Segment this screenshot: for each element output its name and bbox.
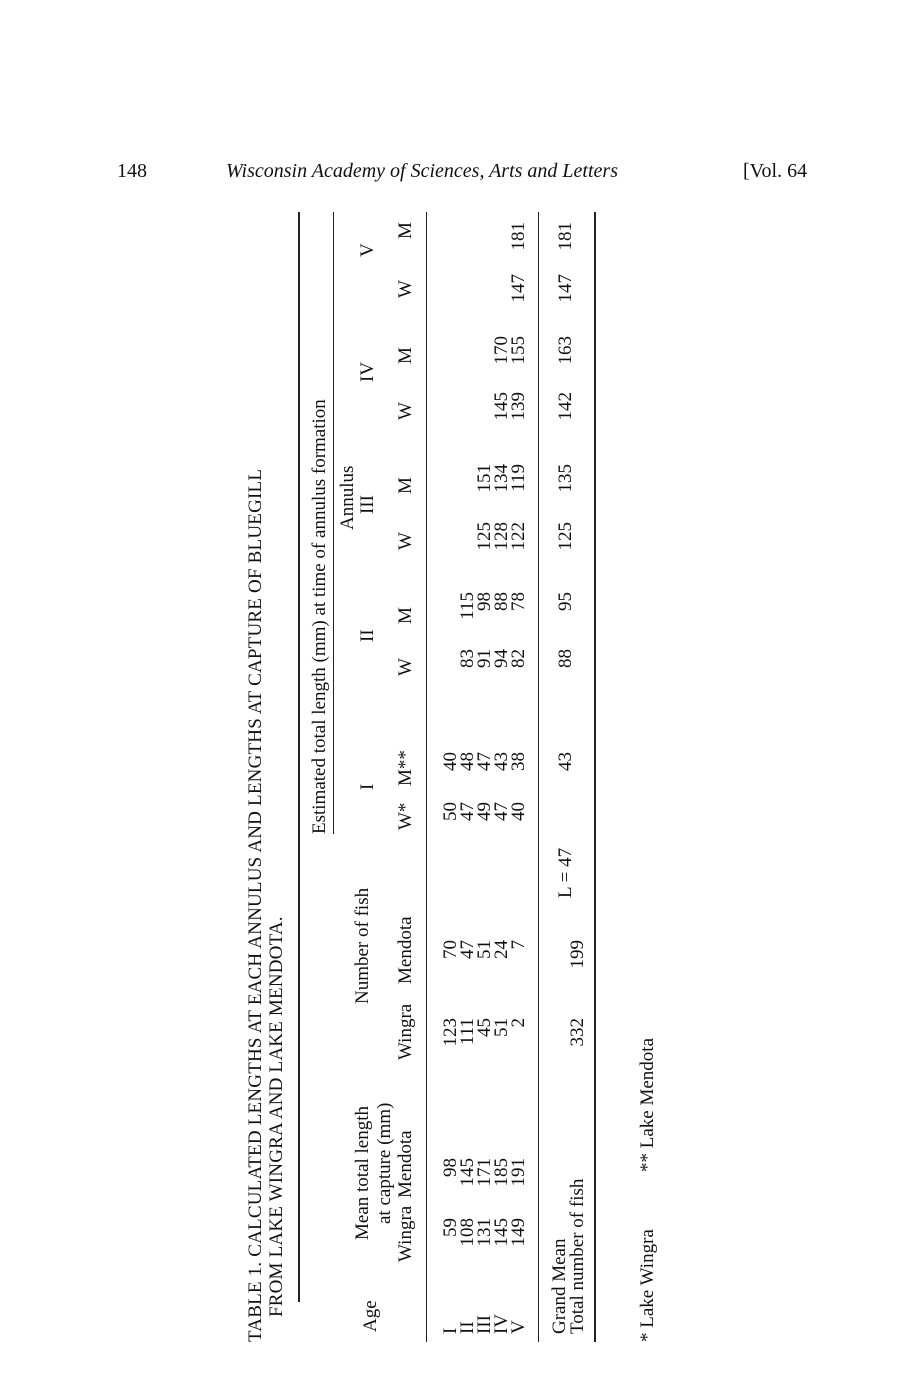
gm-a1-w: L = 47 [555, 847, 576, 898]
col-a1-w-values: 50 47 49 47 40 [440, 802, 529, 821]
col-num-wingra-values: 123 111 45 51 2 [440, 1018, 529, 1047]
col-a4-w-values: 145 139 [491, 392, 529, 421]
col-a5-m-values: 181 [508, 222, 529, 251]
footnote-wingra: * Lake Wingra [637, 1229, 658, 1342]
annulus-iv-header: IV [357, 361, 378, 382]
gm-a4-m: 163 [555, 336, 576, 365]
col-a2-w-values: 83 91 94 82 [457, 649, 529, 668]
annulus-i-header: I [357, 783, 378, 790]
col-age-values: I II III IV V [440, 1313, 529, 1334]
table-caption-line2: FROM LAKE WINGRA AND LAKE MENDOTA. [266, 916, 287, 1317]
total-mendota: 199 [567, 940, 588, 969]
span-header: Estimated total length (mm) at time of annulus formation [309, 399, 330, 834]
col-a3-w-values: 125 128 122 [474, 522, 529, 551]
grand-mean-label: Grand Mean [549, 1238, 570, 1334]
col-a3-m-values: 151 134 119 [474, 464, 529, 493]
journal-title: Wisconsin Academy of Sciences, Arts and Letters [226, 160, 618, 182]
col-mean-header-1: Mean total length [352, 1105, 373, 1240]
body-rule [538, 212, 539, 1342]
table-caption-line1: TABLE 1. CALCULATED LENGTHS AT EACH ANNULUS AND LENGTHS AT CAPTURE OF BLUEGILL [245, 468, 266, 1342]
annulus-label: Annulus [337, 465, 358, 530]
col-number-header: Number of fish [352, 887, 373, 1004]
gm-a2-m: 95 [555, 592, 576, 611]
gm-a3-w: 125 [555, 522, 576, 551]
m-header-ii: M [395, 607, 416, 624]
header-rule [426, 212, 427, 1342]
w-header-iii: W [395, 532, 416, 550]
gm-a2-w: 88 [555, 649, 576, 668]
w-header-v: W [395, 280, 416, 298]
total-fish-label: Total number of fish [567, 1178, 588, 1334]
page-number: 148 [117, 160, 147, 182]
w-header-ii: W [395, 658, 416, 676]
volume-label: [Vol. 64 [743, 160, 808, 182]
annulus-ii-header: II [357, 629, 378, 642]
gm-a5-m: 181 [555, 222, 576, 251]
m-header-iii: M [395, 477, 416, 494]
w-header-i: W* [395, 802, 416, 830]
col-a5-w-values: 147 [508, 274, 529, 303]
m-header-v: M [395, 222, 416, 239]
m-header-i: M** [395, 750, 416, 786]
m-header-iv: M [395, 347, 416, 364]
top-rule [298, 212, 300, 1302]
col-mean-header-2: at capture (mm) [374, 1102, 395, 1224]
w-header-iv: W [395, 402, 416, 420]
rotated-table [238, 212, 678, 1342]
col-a2-m-values: 115 98 88 78 [457, 592, 529, 620]
bottom-rule [594, 212, 596, 1342]
col-mean-mendota: Mendota [395, 1130, 416, 1198]
gm-a1-m: 43 [555, 752, 576, 771]
total-wingra: 332 [567, 1018, 588, 1047]
gm-a4-w: 142 [555, 392, 576, 421]
annulus-iii-header: III [357, 495, 378, 514]
col-a4-m-values: 170 155 [491, 336, 529, 365]
span-rule [333, 212, 334, 834]
col-num-wingra: Wingra [395, 1003, 416, 1060]
annulus-v-header: V [357, 243, 378, 257]
gm-a5-w: 147 [555, 274, 576, 303]
col-a1-m-values: 40 48 47 43 38 [440, 752, 529, 771]
col-num-mendota-values: 70 47 51 24 7 [440, 940, 529, 959]
footnote-mendota: ** Lake Mendota [637, 1037, 658, 1172]
gm-a3-m: 135 [555, 464, 576, 493]
col-num-mendota: Mendota [395, 916, 416, 984]
col-mean-mendota-values: 98 145 171 185 191 [440, 1158, 529, 1187]
col-age-header: Age [360, 1300, 381, 1332]
col-mean-wingra-values: 59 108 131 145 149 [440, 1218, 529, 1247]
col-mean-wingra: Wingra [395, 1205, 416, 1262]
